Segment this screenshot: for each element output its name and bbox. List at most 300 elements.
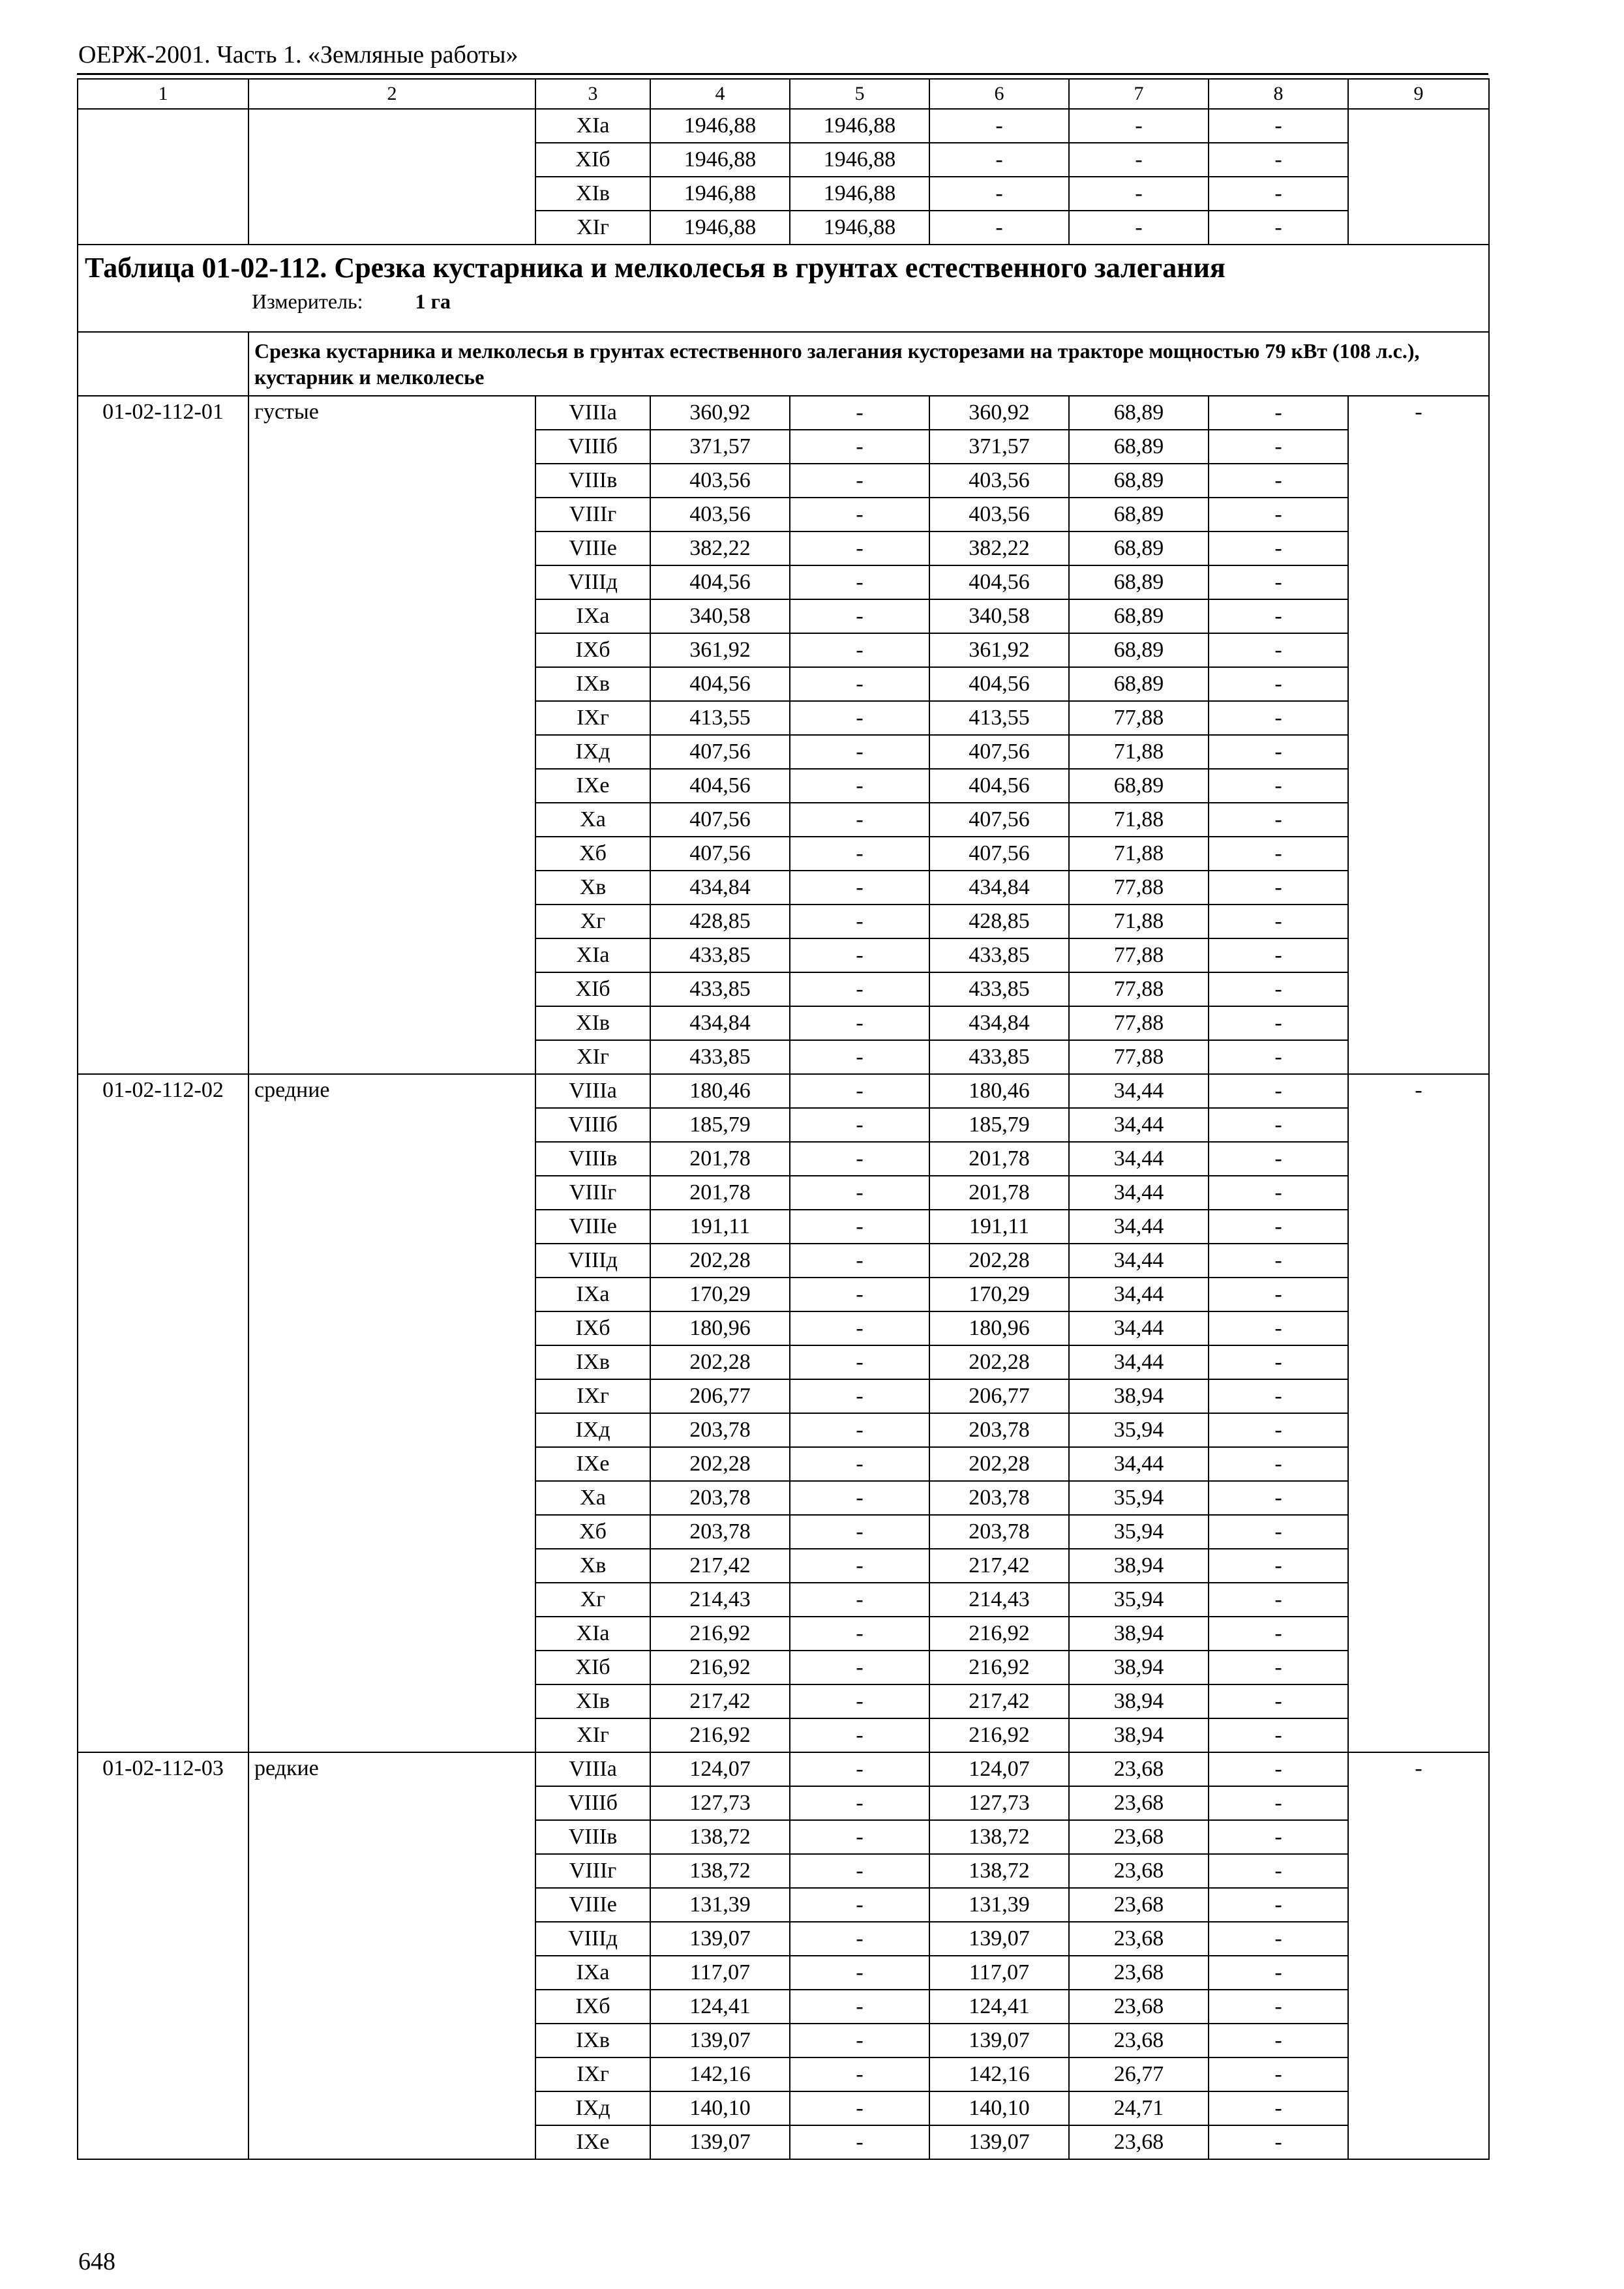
- col5-cell: -: [790, 1481, 929, 1515]
- grade-cell: VIIIб: [535, 1108, 650, 1142]
- grade-cell: VIIIб: [535, 1786, 650, 1820]
- col5-cell: -: [790, 1176, 929, 1210]
- col7-cell: 34,44: [1069, 1074, 1209, 1108]
- col7-cell: 77,88: [1069, 938, 1209, 972]
- col7-cell: 34,44: [1069, 1210, 1209, 1244]
- table-body: [78, 79, 1489, 2159]
- col7-cell: 38,94: [1069, 1684, 1209, 1718]
- col6-cell: 201,78: [929, 1176, 1069, 1210]
- col6-cell: 407,56: [929, 837, 1069, 871]
- col6-cell: 138,72: [929, 1820, 1069, 1854]
- col6-cell: 216,92: [929, 1718, 1069, 1752]
- grade-cell: IXв: [535, 667, 650, 701]
- col5-cell: 1946,88: [790, 177, 929, 211]
- col7-cell: -: [1069, 143, 1209, 177]
- col5-cell: -: [790, 1345, 929, 1379]
- col5-cell: -: [790, 938, 929, 972]
- col7-cell: 23,68: [1069, 1956, 1209, 1990]
- grade-cell: VIIIг: [535, 498, 650, 531]
- col5-cell: 1946,88: [790, 143, 929, 177]
- table-row: [78, 396, 1489, 430]
- col6-cell: 371,57: [929, 430, 1069, 464]
- col5-cell: -: [790, 1752, 929, 1786]
- col7-cell: 34,44: [1069, 1311, 1209, 1345]
- grade-cell: IXa: [535, 1278, 650, 1311]
- col6-cell: -: [929, 211, 1069, 245]
- col6-cell: 413,55: [929, 701, 1069, 735]
- col4-cell: 340,58: [650, 599, 790, 633]
- col4-cell: 202,28: [650, 1447, 790, 1481]
- grade-cell: IXд: [535, 1413, 650, 1447]
- col8-cell: -: [1209, 837, 1348, 871]
- grade-cell: XIб: [535, 972, 650, 1006]
- description-row: [78, 332, 1489, 396]
- column-number: 4: [650, 79, 790, 109]
- column-number: 3: [535, 79, 650, 109]
- col5-cell: -: [790, 1922, 929, 1956]
- col5-cell: -: [790, 1549, 929, 1583]
- column-number: 1: [78, 79, 248, 109]
- col4-cell: 216,92: [650, 1651, 790, 1684]
- col7-cell: 23,68: [1069, 1888, 1209, 1922]
- col8-cell: -: [1209, 1142, 1348, 1176]
- col5-cell: -: [790, 1244, 929, 1278]
- col5-cell: -: [790, 2057, 929, 2091]
- col7-cell: 71,88: [1069, 905, 1209, 938]
- col4-cell: 138,72: [650, 1820, 790, 1854]
- col8-cell: -: [1209, 1718, 1348, 1752]
- col4-cell: 1946,88: [650, 177, 790, 211]
- grade-cell: VIIIa: [535, 396, 650, 430]
- grade-cell: VIIIв: [535, 1142, 650, 1176]
- grade-cell: VIIIв: [535, 1820, 650, 1854]
- col6-cell: 404,56: [929, 565, 1069, 599]
- col8-cell: -: [1209, 498, 1348, 531]
- col7-cell: 23,68: [1069, 2125, 1209, 2159]
- col7-cell: 77,88: [1069, 972, 1209, 1006]
- col5-cell: -: [790, 769, 929, 803]
- rates-table: [77, 78, 1490, 2160]
- col6-cell: 206,77: [929, 1379, 1069, 1413]
- grade-cell: XIв: [535, 177, 650, 211]
- header-rule: [77, 73, 1488, 75]
- col4-cell: 139,07: [650, 2125, 790, 2159]
- col4-cell: 131,39: [650, 1888, 790, 1922]
- grade-cell: XIa: [535, 938, 650, 972]
- table-title-row: [78, 245, 1489, 332]
- col7-cell: 34,44: [1069, 1244, 1209, 1278]
- col4-cell: 201,78: [650, 1142, 790, 1176]
- description-spacer-cell: [78, 332, 248, 396]
- col7-cell: 68,89: [1069, 498, 1209, 531]
- col7-cell: 23,68: [1069, 1922, 1209, 1956]
- column-number: 8: [1209, 79, 1348, 109]
- col8-cell: -: [1209, 2024, 1348, 2057]
- col4-cell: 404,56: [650, 769, 790, 803]
- col5-cell: -: [790, 599, 929, 633]
- density-name: густые: [248, 396, 535, 1074]
- col6-cell: 142,16: [929, 2057, 1069, 2091]
- col4-cell: 214,43: [650, 1583, 790, 1617]
- col5-cell: 1946,88: [790, 211, 929, 245]
- grade-cell: IXг: [535, 701, 650, 735]
- col6-cell: 217,42: [929, 1549, 1069, 1583]
- col6-cell: 361,92: [929, 633, 1069, 667]
- col7-cell: 71,88: [1069, 735, 1209, 769]
- col8-cell: -: [1209, 464, 1348, 498]
- col8-cell: -: [1209, 1888, 1348, 1922]
- col7-cell: 34,44: [1069, 1142, 1209, 1176]
- col4-cell: 404,56: [650, 667, 790, 701]
- col7-cell: 34,44: [1069, 1345, 1209, 1379]
- col4-cell: 216,92: [650, 1617, 790, 1651]
- col8-cell: -: [1209, 1549, 1348, 1583]
- col6-cell: 340,58: [929, 599, 1069, 633]
- col7-cell: 68,89: [1069, 667, 1209, 701]
- col7-cell: 68,89: [1069, 769, 1209, 803]
- col8-cell: -: [1209, 633, 1348, 667]
- col8-cell: -: [1209, 1210, 1348, 1244]
- rate-code: 01-02-112-03: [78, 1752, 248, 2159]
- col9-cell: -: [1348, 1074, 1489, 1752]
- col8-cell: -: [1209, 1040, 1348, 1074]
- col7-cell: 23,68: [1069, 1752, 1209, 1786]
- col5-cell: -: [790, 735, 929, 769]
- col6-cell: 216,92: [929, 1651, 1069, 1684]
- col7-cell: 68,89: [1069, 633, 1209, 667]
- col4-cell: 170,29: [650, 1278, 790, 1311]
- col4-cell: 117,07: [650, 1956, 790, 1990]
- col5-cell: -: [790, 1379, 929, 1413]
- col8-cell: -: [1209, 1583, 1348, 1617]
- grade-cell: VIIIд: [535, 565, 650, 599]
- col5-cell: -: [790, 905, 929, 938]
- col5-cell: -: [790, 1583, 929, 1617]
- col4-cell: 433,85: [650, 972, 790, 1006]
- col6-cell: 382,22: [929, 531, 1069, 565]
- col8-cell: -: [1209, 1108, 1348, 1142]
- grade-cell: Xв: [535, 871, 650, 905]
- col8-cell: -: [1209, 430, 1348, 464]
- col7-cell: 23,68: [1069, 1786, 1209, 1820]
- col6-cell: 170,29: [929, 1278, 1069, 1311]
- col4-cell: 139,07: [650, 2024, 790, 2057]
- col6-cell: 127,73: [929, 1786, 1069, 1820]
- page-number: 648: [78, 2248, 115, 2275]
- col6-cell: 404,56: [929, 769, 1069, 803]
- col4-cell: 434,84: [650, 871, 790, 905]
- col5-cell: -: [790, 396, 929, 430]
- grade-cell: Xa: [535, 803, 650, 837]
- col6-cell: 124,07: [929, 1752, 1069, 1786]
- col7-cell: 35,94: [1069, 1583, 1209, 1617]
- col6-cell: 433,85: [929, 972, 1069, 1006]
- col6-cell: 138,72: [929, 1854, 1069, 1888]
- col4-cell: 407,56: [650, 735, 790, 769]
- col7-cell: 34,44: [1069, 1447, 1209, 1481]
- col8-cell: -: [1209, 905, 1348, 938]
- col6-cell: 139,07: [929, 2024, 1069, 2057]
- col5-cell: -: [790, 1210, 929, 1244]
- col8-cell: -: [1209, 871, 1348, 905]
- col4-cell: 180,96: [650, 1311, 790, 1345]
- col7-cell: 68,89: [1069, 565, 1209, 599]
- col4-cell: 124,41: [650, 1990, 790, 2024]
- grade-cell: Xв: [535, 1549, 650, 1583]
- col7-cell: 23,68: [1069, 2024, 1209, 2057]
- grade-cell: VIIIд: [535, 1244, 650, 1278]
- col4-cell: 217,42: [650, 1549, 790, 1583]
- grade-cell: XIг: [535, 1718, 650, 1752]
- col6-cell: 201,78: [929, 1142, 1069, 1176]
- grade-cell: VIIIe: [535, 1210, 650, 1244]
- grade-cell: VIIIг: [535, 1854, 650, 1888]
- col6-cell: 140,10: [929, 2091, 1069, 2125]
- col7-cell: 38,94: [1069, 1379, 1209, 1413]
- col5-cell: 1946,88: [790, 109, 929, 143]
- grade-cell: IXв: [535, 2024, 650, 2057]
- col4-cell: 1946,88: [650, 143, 790, 177]
- col6-cell: 203,78: [929, 1413, 1069, 1447]
- grade-cell: Xг: [535, 905, 650, 938]
- grade-cell: VIIIб: [535, 430, 650, 464]
- col4-cell: 202,28: [650, 1244, 790, 1278]
- col6-cell: 131,39: [929, 1888, 1069, 1922]
- col4-cell: 138,72: [650, 1854, 790, 1888]
- col8-cell: -: [1209, 1752, 1348, 1786]
- col5-cell: -: [790, 1108, 929, 1142]
- col6-cell: 216,92: [929, 1617, 1069, 1651]
- col4-cell: 413,55: [650, 701, 790, 735]
- grade-cell: IXд: [535, 735, 650, 769]
- col7-cell: 77,88: [1069, 1006, 1209, 1040]
- col8-cell: -: [1209, 769, 1348, 803]
- col7-cell: 68,89: [1069, 531, 1209, 565]
- col6-cell: 203,78: [929, 1481, 1069, 1515]
- col5-cell: -: [790, 1990, 929, 2024]
- col8-cell: -: [1209, 599, 1348, 633]
- col6-cell: 117,07: [929, 1956, 1069, 1990]
- col8-cell: -: [1209, 1006, 1348, 1040]
- col6-cell: 434,84: [929, 1006, 1069, 1040]
- col5-cell: -: [790, 1684, 929, 1718]
- col8-cell: -: [1209, 143, 1348, 177]
- col4-cell: 360,92: [650, 396, 790, 430]
- col4-cell: 142,16: [650, 2057, 790, 2091]
- col8-cell: -: [1209, 1481, 1348, 1515]
- col6-cell: 404,56: [929, 667, 1069, 701]
- grade-cell: IXг: [535, 2057, 650, 2091]
- grade-cell: XIв: [535, 1684, 650, 1718]
- col8-cell: -: [1209, 531, 1348, 565]
- col5-cell: -: [790, 1888, 929, 1922]
- col7-cell: 68,89: [1069, 430, 1209, 464]
- col7-cell: 38,94: [1069, 1617, 1209, 1651]
- col4-cell: 185,79: [650, 1108, 790, 1142]
- rate-code: 01-02-112-02: [78, 1074, 248, 1752]
- col7-cell: 34,44: [1069, 1108, 1209, 1142]
- col5-cell: -: [790, 1786, 929, 1820]
- col4-cell: 201,78: [650, 1176, 790, 1210]
- col9-cell: -: [1348, 396, 1489, 1074]
- col6-cell: 185,79: [929, 1108, 1069, 1142]
- col4-cell: 203,78: [650, 1413, 790, 1447]
- col8-cell: -: [1209, 1447, 1348, 1481]
- column-number-row: [78, 79, 1489, 109]
- col4-cell: 382,22: [650, 531, 790, 565]
- col8-cell: -: [1209, 211, 1348, 245]
- col7-cell: 26,77: [1069, 2057, 1209, 2091]
- col4-cell: 371,57: [650, 430, 790, 464]
- col4-cell: 191,11: [650, 1210, 790, 1244]
- col5-cell: -: [790, 2091, 929, 2125]
- col8-cell: -: [1209, 1786, 1348, 1820]
- grade-cell: IXб: [535, 1990, 650, 2024]
- column-number: 5: [790, 79, 929, 109]
- col6-cell: 214,43: [929, 1583, 1069, 1617]
- col5-cell: -: [790, 1515, 929, 1549]
- col9-cell: -: [1348, 1752, 1489, 2159]
- col7-cell: 68,89: [1069, 464, 1209, 498]
- grade-cell: IXa: [535, 599, 650, 633]
- col8-cell: -: [1209, 1176, 1348, 1210]
- carryover-col9-cell: [1348, 109, 1489, 245]
- col7-cell: 38,94: [1069, 1651, 1209, 1684]
- density-name: редкие: [248, 1752, 535, 2159]
- grade-cell: Xг: [535, 1583, 650, 1617]
- col4-cell: 140,10: [650, 2091, 790, 2125]
- col6-cell: 433,85: [929, 938, 1069, 972]
- col8-cell: -: [1209, 1684, 1348, 1718]
- col5-cell: -: [790, 667, 929, 701]
- work-description: Срезка кустарника и мелколесья в грунтах естественного залегания кусторезами на тракторе мощностью 79 кВт (108 л.с.), кустарник и мелколесье: [248, 332, 1489, 396]
- grade-cell: XIa: [535, 109, 650, 143]
- carryover-name-cell: [248, 109, 535, 245]
- col7-cell: 71,88: [1069, 803, 1209, 837]
- col6-cell: 124,41: [929, 1990, 1069, 2024]
- col5-cell: -: [790, 1718, 929, 1752]
- col6-cell: 403,56: [929, 464, 1069, 498]
- col8-cell: -: [1209, 1820, 1348, 1854]
- col8-cell: -: [1209, 667, 1348, 701]
- col4-cell: 203,78: [650, 1481, 790, 1515]
- col6-cell: 360,92: [929, 396, 1069, 430]
- grade-cell: IXг: [535, 1379, 650, 1413]
- col8-cell: -: [1209, 1278, 1348, 1311]
- grade-cell: IXд: [535, 2091, 650, 2125]
- col4-cell: 206,77: [650, 1379, 790, 1413]
- col8-cell: -: [1209, 1617, 1348, 1651]
- col6-cell: 433,85: [929, 1040, 1069, 1074]
- col6-cell: 202,28: [929, 1447, 1069, 1481]
- col6-cell: 434,84: [929, 871, 1069, 905]
- table-row: [78, 109, 1489, 143]
- col8-cell: -: [1209, 1311, 1348, 1345]
- col5-cell: -: [790, 2024, 929, 2057]
- col5-cell: -: [790, 531, 929, 565]
- col7-cell: 77,88: [1069, 701, 1209, 735]
- col8-cell: -: [1209, 1515, 1348, 1549]
- col5-cell: -: [790, 430, 929, 464]
- col5-cell: -: [790, 2125, 929, 2159]
- grade-cell: VIIIд: [535, 1922, 650, 1956]
- col6-cell: 407,56: [929, 803, 1069, 837]
- col7-cell: 35,94: [1069, 1515, 1209, 1549]
- col5-cell: -: [790, 1617, 929, 1651]
- running-title: ОЕРЖ-2001. Часть 1. «Земляные работы»: [78, 41, 519, 68]
- grade-cell: IXe: [535, 1447, 650, 1481]
- col7-cell: -: [1069, 177, 1209, 211]
- col8-cell: -: [1209, 803, 1348, 837]
- grade-cell: IXe: [535, 2125, 650, 2159]
- grade-cell: IXa: [535, 1956, 650, 1990]
- col5-cell: -: [790, 1854, 929, 1888]
- col8-cell: -: [1209, 1651, 1348, 1684]
- col5-cell: -: [790, 633, 929, 667]
- col7-cell: 23,68: [1069, 1820, 1209, 1854]
- col5-cell: -: [790, 1956, 929, 1990]
- col4-cell: 433,85: [650, 1040, 790, 1074]
- col5-cell: -: [790, 1413, 929, 1447]
- col5-cell: -: [790, 1447, 929, 1481]
- col5-cell: -: [790, 1311, 929, 1345]
- col8-cell: -: [1209, 2057, 1348, 2091]
- grade-cell: XIб: [535, 143, 650, 177]
- col4-cell: 1946,88: [650, 211, 790, 245]
- col8-cell: -: [1209, 2091, 1348, 2125]
- col7-cell: 77,88: [1069, 871, 1209, 905]
- col6-cell: 403,56: [929, 498, 1069, 531]
- grade-cell: IXб: [535, 1311, 650, 1345]
- col7-cell: 38,94: [1069, 1718, 1209, 1752]
- table-row: [78, 1074, 1489, 1108]
- measure-value: 1 га: [415, 290, 451, 313]
- col4-cell: 180,46: [650, 1074, 790, 1108]
- col6-cell: 203,78: [929, 1515, 1069, 1549]
- col8-cell: -: [1209, 735, 1348, 769]
- col4-cell: 1946,88: [650, 109, 790, 143]
- col7-cell: 35,94: [1069, 1481, 1209, 1515]
- col4-cell: 407,56: [650, 837, 790, 871]
- measure-unit: [252, 287, 1482, 316]
- col8-cell: -: [1209, 1244, 1348, 1278]
- col7-cell: 23,68: [1069, 1854, 1209, 1888]
- col6-cell: 191,11: [929, 1210, 1069, 1244]
- col6-cell: -: [929, 177, 1069, 211]
- col8-cell: -: [1209, 396, 1348, 430]
- col4-cell: 407,56: [650, 803, 790, 837]
- col4-cell: 216,92: [650, 1718, 790, 1752]
- col4-cell: 434,84: [650, 1006, 790, 1040]
- table-row: [78, 1752, 1489, 1786]
- col5-cell: -: [790, 1820, 929, 1854]
- col4-cell: 404,56: [650, 565, 790, 599]
- col6-cell: 428,85: [929, 905, 1069, 938]
- col5-cell: -: [790, 498, 929, 531]
- measure-label: Измеритель:: [252, 290, 363, 313]
- col7-cell: 34,44: [1069, 1176, 1209, 1210]
- col6-cell: 180,46: [929, 1074, 1069, 1108]
- column-number: 9: [1348, 79, 1489, 109]
- col8-cell: -: [1209, 972, 1348, 1006]
- col5-cell: -: [790, 871, 929, 905]
- column-number: 2: [248, 79, 535, 109]
- col5-cell: -: [790, 565, 929, 599]
- col8-cell: -: [1209, 1922, 1348, 1956]
- col5-cell: -: [790, 1006, 929, 1040]
- col5-cell: -: [790, 803, 929, 837]
- grade-cell: XIв: [535, 1006, 650, 1040]
